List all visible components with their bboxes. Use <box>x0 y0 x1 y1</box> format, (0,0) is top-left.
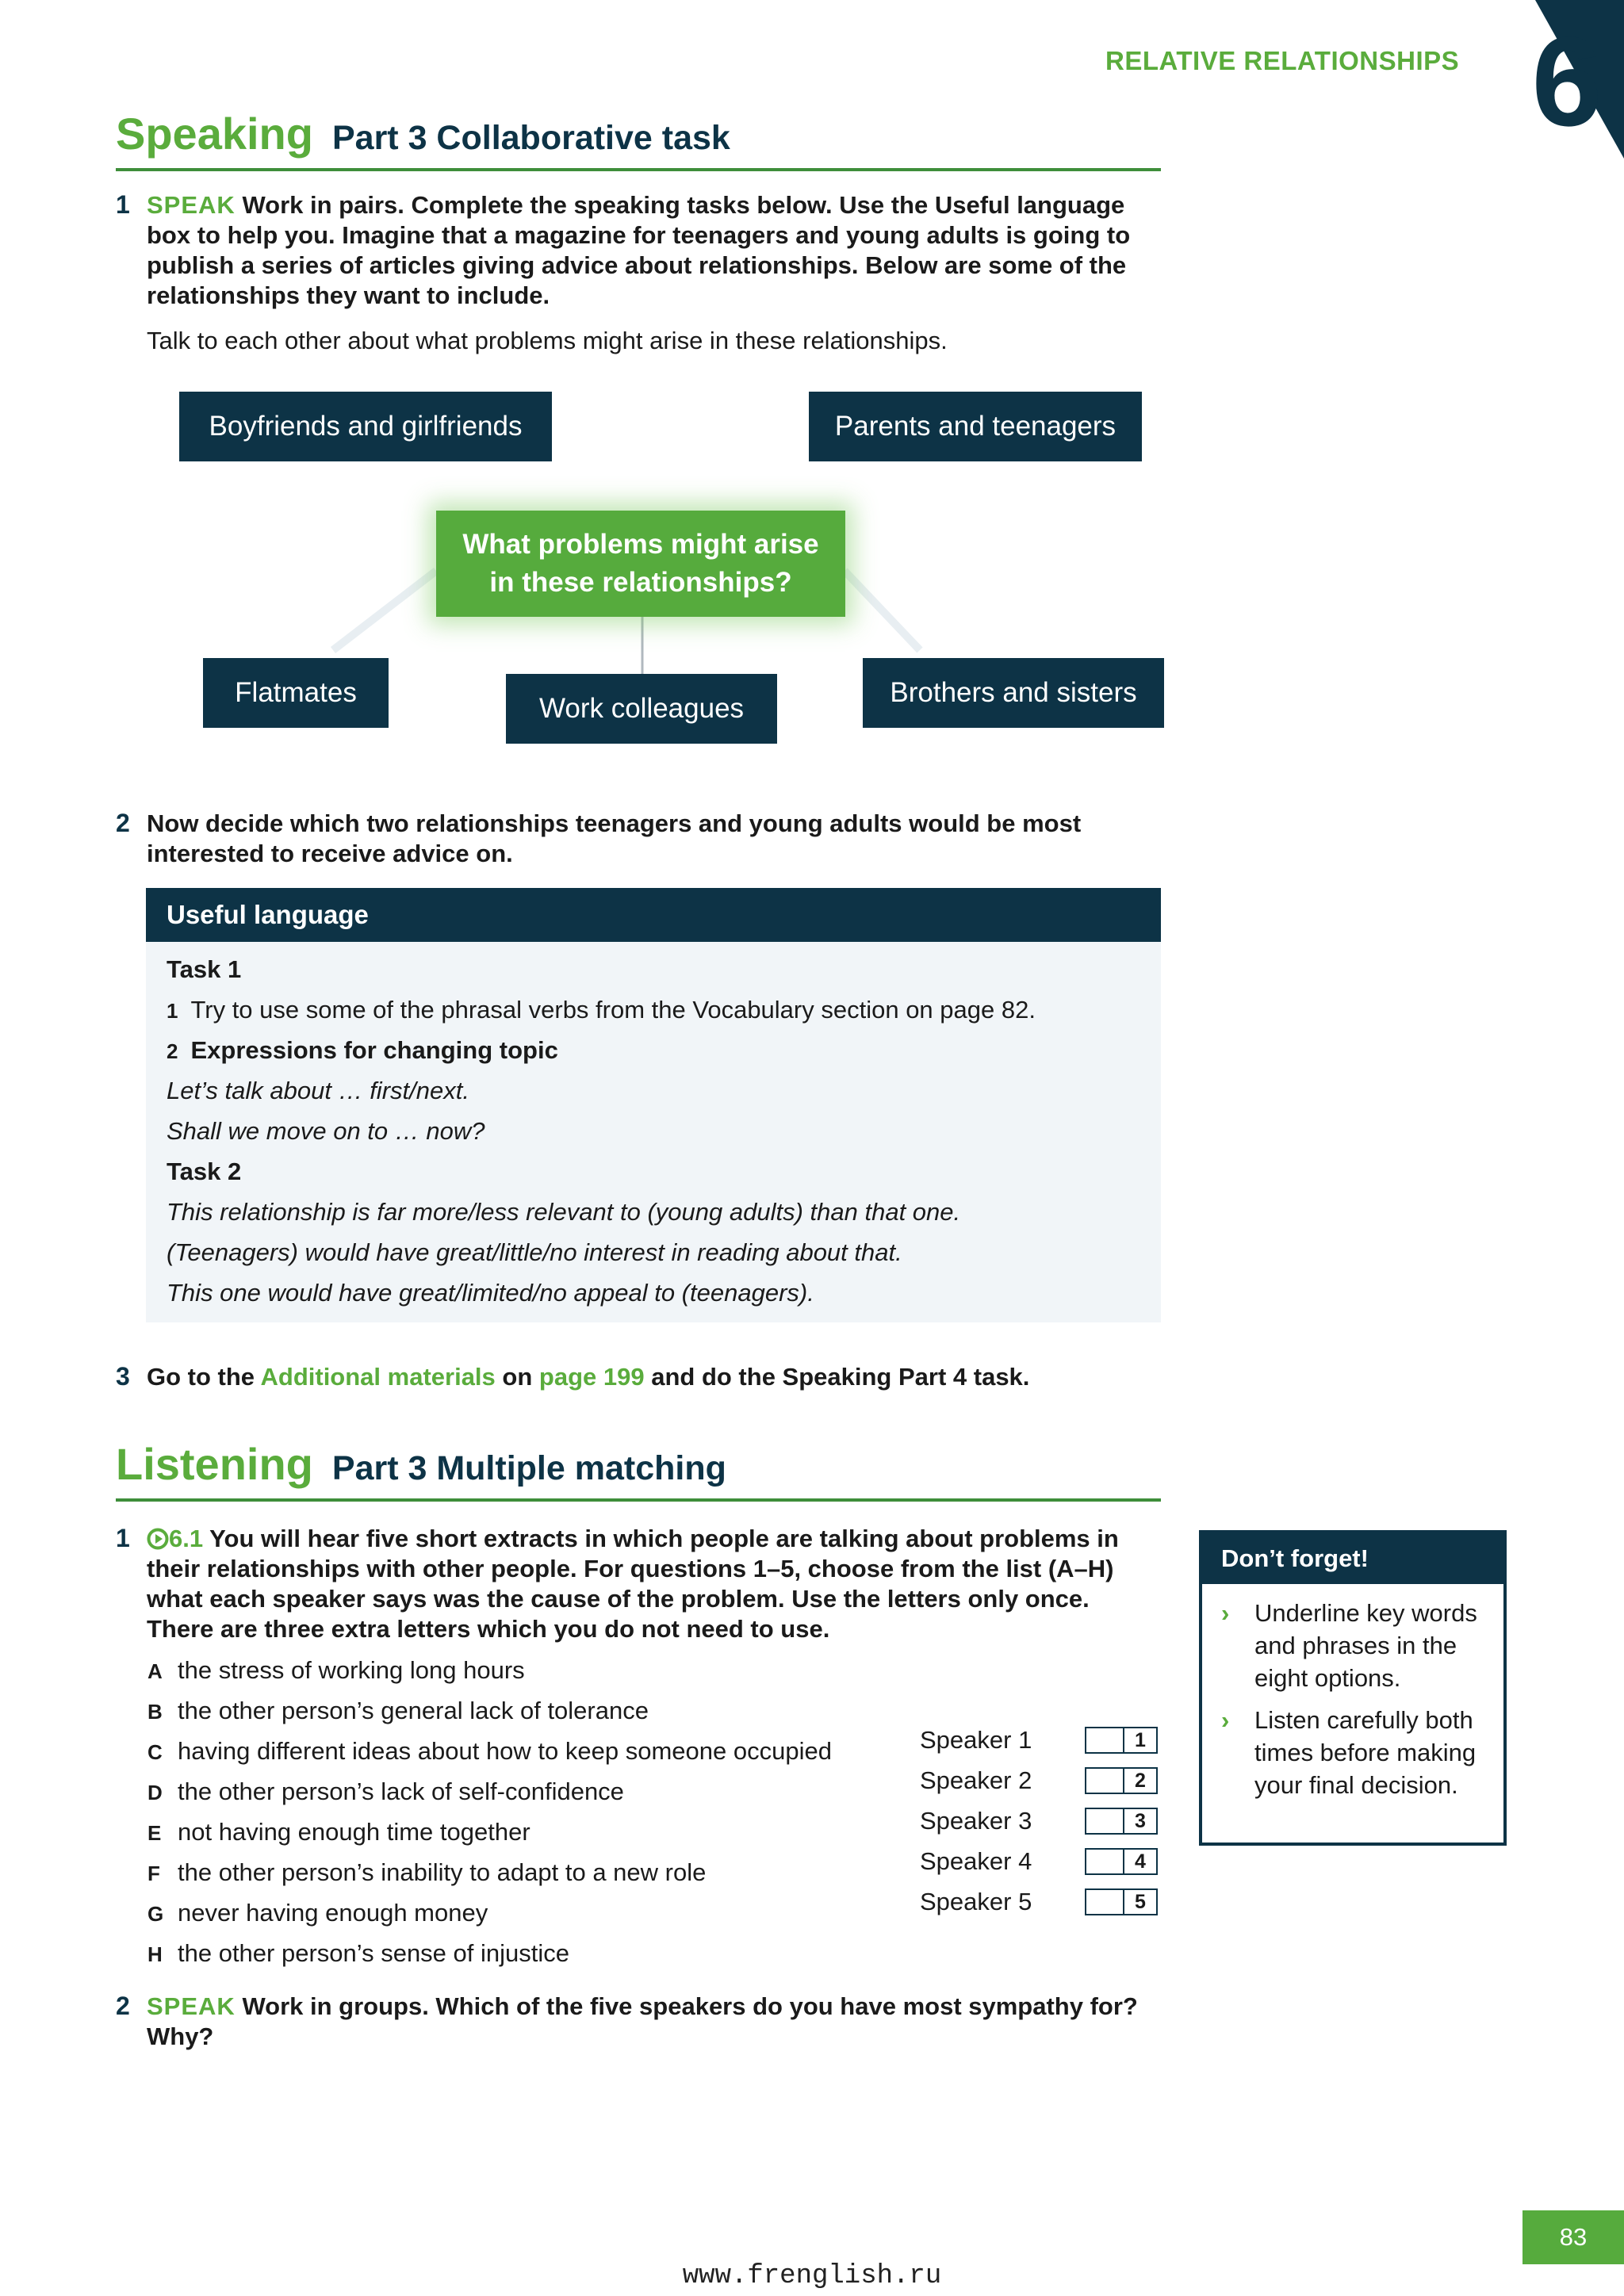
page-199-link[interactable]: page 199 <box>538 1363 645 1391</box>
speaker-4-label: Speaker 4 <box>920 1847 1032 1875</box>
speak-label-2: SPEAK <box>147 1992 236 2020</box>
option-h: H the other person’s sense of injustice <box>147 1939 570 1967</box>
q2-number: 2 <box>116 809 130 837</box>
option-d: D the other person’s lack of self-confidence <box>147 1777 624 1805</box>
speaker-1-label: Speaker 1 <box>920 1726 1032 1754</box>
dont-forget-tip-2: › Listen carefully both times before making your final decision. <box>1202 1704 1503 1801</box>
audio-play-icon[interactable] <box>147 1528 169 1550</box>
listening-q1-instructions: 6.1 You will hear five short extracts in which people are talking about problems in their relationships with other people. For questions 1–5, choose from the list (A–H) what each speaker says was the cause of the problem. Use the letters only once. There are three extra letters which you do not need to use. <box>147 1525 1119 1643</box>
useful-task2-line3: This one would have great/limited/no appeal to (teenagers). <box>167 1279 814 1307</box>
useful-task2-line1: This relationship is far more/less relevant to (young adults) than that one. <box>167 1198 961 1226</box>
speaker-4-answer-box[interactable]: 4 <box>1085 1848 1158 1875</box>
speaker-3-label: Speaker 3 <box>920 1807 1032 1835</box>
dont-forget-box <box>1199 1530 1507 1846</box>
listening-q1-number: 1 <box>116 1524 130 1552</box>
option-c: C having different ideas about how to keep someone occupied <box>147 1737 832 1765</box>
option-g: G never having enough money <box>147 1899 488 1927</box>
useful-example2: Shall we move on to … now? <box>167 1117 485 1145</box>
page-number: 83 <box>1522 2210 1624 2264</box>
speaker-5-label: Speaker 5 <box>920 1888 1032 1915</box>
unit-title: RELATIVE RELATIONSHIPS <box>1105 46 1460 75</box>
box-work-colleagues: Work colleagues <box>506 674 777 744</box>
speaking-q1-instructions: SPEAK Work in pairs. Complete the speaking tasks below. Use the Useful language box to help you. Imagine that a magazine for teenagers and young adults is going to publish a series of articles giving advice about relationships. Below are some of the relationships they want to include. <box>147 191 1131 309</box>
speaker-2-label: Speaker 2 <box>920 1766 1032 1794</box>
useful-item1: 1 Try to use some of the phrasal verbs from the Vocabulary section on page 82. <box>167 996 1036 1024</box>
box-parents-teenagers: Parents and teenagers <box>809 392 1142 461</box>
speaker-2-answer-box[interactable]: 2 <box>1085 1767 1158 1794</box>
speaking-q2-instructions: Now decide which two relationships teenagers and young adults would be most interested to receive advice on. <box>147 809 1082 867</box>
speaking-q3-instructions: Go to the Additional materials on page 199 and do the Speaking Part 4 task. <box>147 1363 1030 1391</box>
listening-q2-number: 2 <box>116 1992 130 2020</box>
audio-track-number: 6.1 <box>169 1525 204 1552</box>
listening-subtitle: Part 3 Multiple matching <box>331 1449 726 1487</box>
chevron-right-icon: › <box>1221 1706 1230 1734</box>
option-f: F the other person’s inability to adapt to a new role <box>147 1858 707 1886</box>
q1-number: 1 <box>116 190 130 219</box>
unit-number: 6 <box>1531 10 1603 152</box>
dont-forget-tip-1: › Underline key words and phrases in the eight options. <box>1202 1597 1503 1694</box>
speaker-5-answer-box[interactable]: 5 <box>1085 1888 1158 1915</box>
speaker-3-answer-box[interactable]: 3 <box>1085 1808 1158 1835</box>
diagram-center-question: What problems might arise in these relationships? <box>436 511 845 617</box>
box-boyfriends-girlfriends: Boyfriends and girlfriends <box>179 392 552 461</box>
useful-item2: 2 Expressions for changing topic <box>167 1036 558 1064</box>
option-b: B the other person’s general lack of tolerance <box>147 1697 649 1724</box>
additional-materials-link[interactable]: Additional materials <box>260 1363 496 1391</box>
speak-label: SPEAK <box>147 191 236 219</box>
box-brothers-sisters: Brothers and sisters <box>863 658 1164 728</box>
option-a: A the stress of working long hours <box>147 1656 525 1684</box>
speaker-1-answer-box[interactable]: 1 <box>1085 1727 1158 1754</box>
box-flatmates: Flatmates <box>203 658 389 728</box>
useful-task2-line2: (Teenagers) would have great/little/no interest in reading about that. <box>167 1238 902 1266</box>
useful-language-heading: Useful language <box>146 888 1161 942</box>
speaking-section-title: Speaking Part 3 Collaborative task <box>116 109 730 159</box>
dont-forget-heading: Don’t forget! <box>1202 1533 1503 1584</box>
chevron-right-icon: › <box>1221 1599 1230 1627</box>
option-e: E not having enough time together <box>147 1818 530 1846</box>
speaking-subtitle: Part 3 Collaborative task <box>331 119 730 157</box>
listening-rule <box>116 1498 1161 1502</box>
listening-q2-instructions: SPEAK Work in groups. Which of the five speakers do you have most sympathy for? Why? <box>147 1992 1138 2050</box>
useful-task2: Task 2 <box>167 1158 242 1185</box>
q3-number: 3 <box>116 1362 130 1391</box>
listening-section-title: Listening Part 3 Multiple matching <box>116 1439 726 1489</box>
footer-url: www.frenglish.ru <box>682 2261 942 2291</box>
speaking-q1-talk: Talk to each other about what problems might arise in these relationships. <box>147 327 948 354</box>
useful-task1: Task 1 <box>167 955 242 983</box>
useful-example1: Let’s talk about … first/next. <box>167 1077 469 1104</box>
